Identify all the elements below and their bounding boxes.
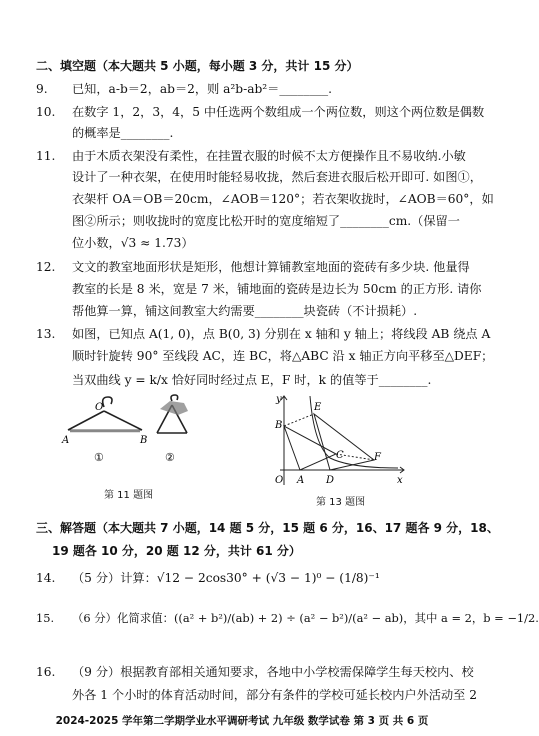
svg-text:C: C xyxy=(336,450,344,461)
svg-text:B: B xyxy=(275,420,283,431)
svg-text:E: E xyxy=(314,402,322,413)
figure-11 xyxy=(60,395,210,465)
svg-text:O: O xyxy=(95,402,104,413)
figure-13 xyxy=(270,390,410,490)
svg-text:②: ② xyxy=(165,451,175,464)
svg-text:①: ① xyxy=(94,451,104,464)
svg-text:A: A xyxy=(62,435,70,446)
svg-text:A: A xyxy=(297,475,305,486)
svg-text:F: F xyxy=(374,452,381,463)
exam-page: 二、填空题（本大题共 5 小题，每小题 3 分，共计 15 分） 9. 已知，a-b＝2，ab＝2，则 a²b-ab²＝________. 10. 在数字 1，2，3，4，5 中任选两个数组成一个两位数，则这个两位数是偶数 的概率是________. 11. 由于木质衣架没有柔性，在挂置衣服的时候不太方便操作且不易收纳.小敏 设计了一种衣架，在使用时能轻易收拢，然后套进衣服后松开即可. 如图①， 衣架杆 OA＝OB＝20cm，∠AOB＝120°；若衣架收拢时，∠AOB＝60°，如 图②所示；则收拢时的宽度比松开时的宽度缩短了________cm.（保留一 位小数，√3 ≈ 1.73） 12. 文文的教室地面形状是矩形，他想计算铺教室地面的瓷砖有多少块. 他量得 教室的长是 8 米，宽是 7 米，铺地面的瓷砖是边长为 50cm 的正方形. 请你 帮他算一算，铺这间教室大约需要________块瓷砖（不计损耗）. 13. 如图，已知点 A(1, 0)，点 B(0, 3) 分别在 x 轴和 y 轴上；将线段 AB 绕点 A 顺时针旋转 90° 至线段 AC，连 BC，将△ABC 沿 x 轴正方向平移至△DEF； 当双曲线 y = k/x 恰好同时经过点 E，F 时，k 的值等于________. O A B ① ② 第 11 题图 y x O A B C D E F 第 13 题图 三、解答题（本大题共 7 小题，14 题 5 分，15 题 6 分，16、17 题各 9 分，18、 19 题各 10 分，20 题 12 分，共计 61 分） 14. （5 分）计算：√12 − 2cos30° + (√3 − 1)⁰ − (1/8)⁻¹ 15. （6 分）化简求值：((a² + b²)/(ab) + 2) ÷ (a² − b²)/(a² − ab)，其中 a = 2，b = −1/2. 16. （9 分）根据教育部相关通知要求，各地中小学校需保障学生每天校内、校 外各 1 个小时的体育活动时间，部分有条件的学校可延长校内户外活动至 2 2024-2025 学年第二学期学业水平调研考试 九年级 数学试卷 第 3 页 共 6 页 xyxy=(0,0,484,736)
hanger-closed xyxy=(157,395,187,433)
svg-text:D: D xyxy=(326,475,335,486)
svg-text:y: y xyxy=(276,394,282,405)
figure-13-caption: 第 13 题图 xyxy=(316,497,366,508)
hanger-open xyxy=(68,397,142,431)
hyperbola-curve xyxy=(310,396,398,468)
cloth-icon xyxy=(160,401,188,415)
svg-text:B: B xyxy=(140,435,148,446)
page-footer: 2024-2025 学年第二学期学业水平调研考试 九年级 数学试卷 第 3 页 共 6 页 xyxy=(55,715,429,727)
svg-text:x: x xyxy=(397,475,403,486)
triangle-def xyxy=(314,414,374,470)
svg-text:O: O xyxy=(275,475,284,486)
figure-11-caption: 第 11 题图 xyxy=(104,490,154,501)
